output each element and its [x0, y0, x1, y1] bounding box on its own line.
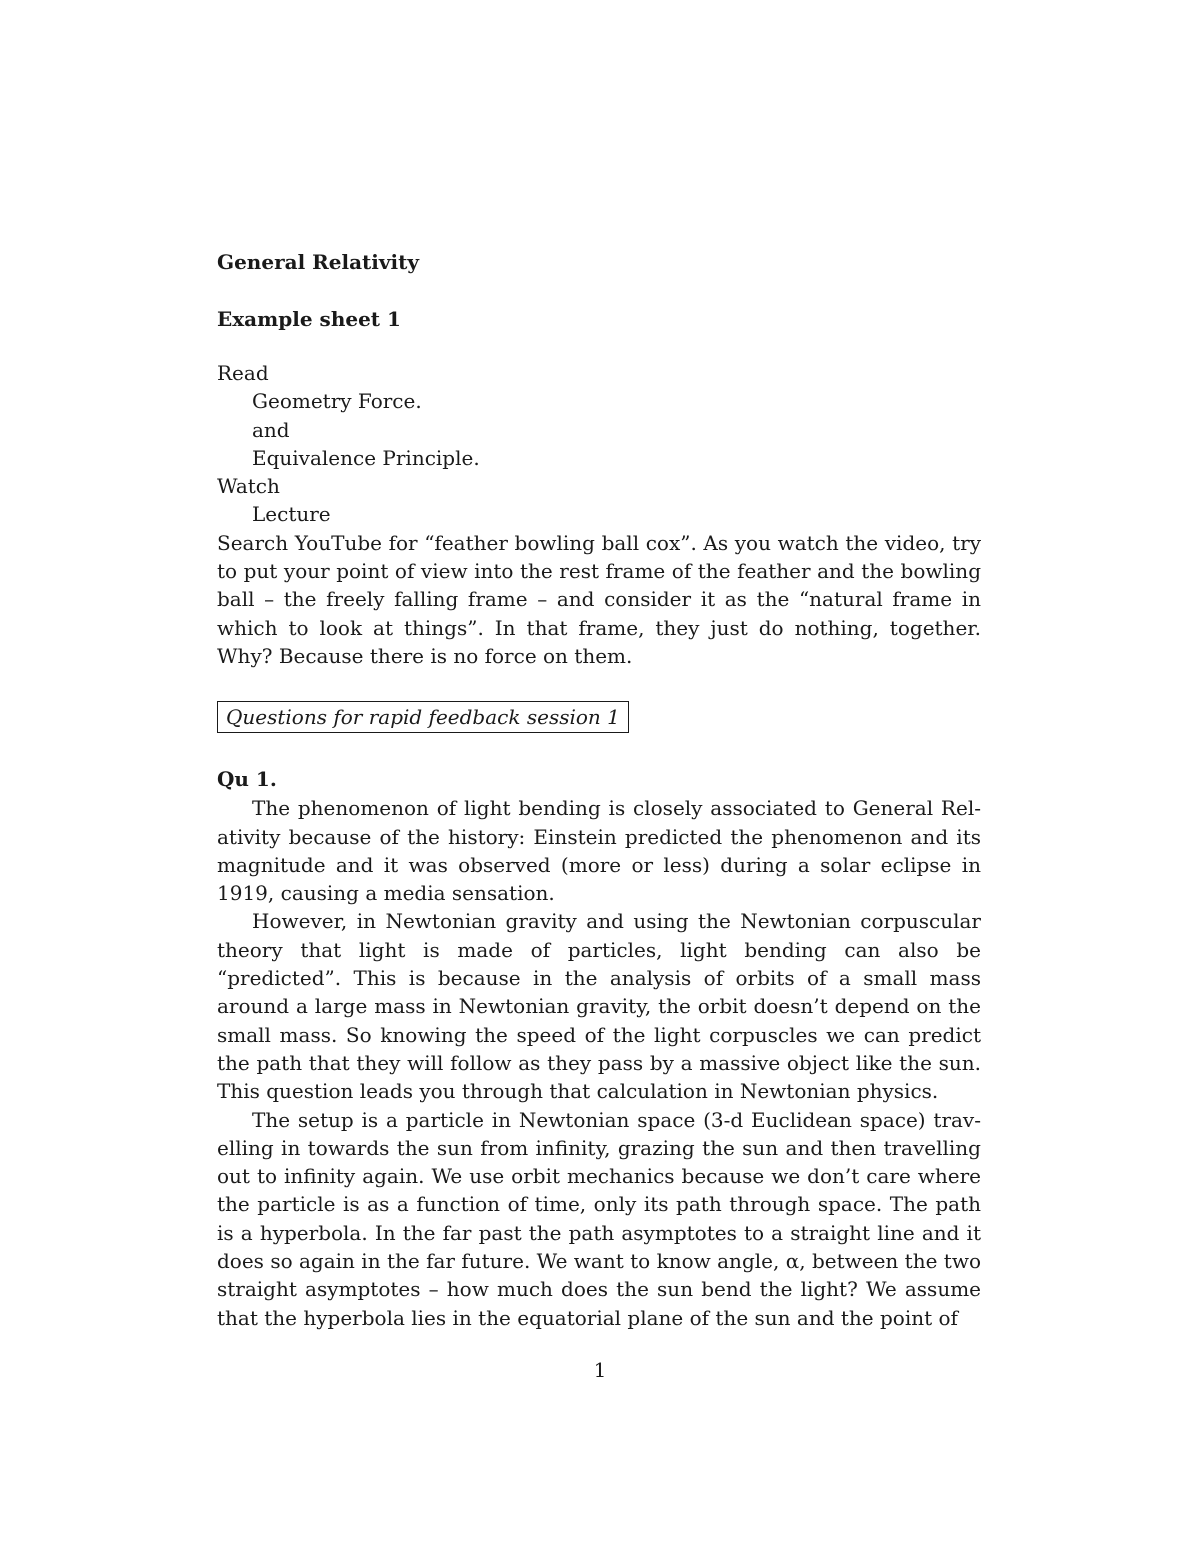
page-number: 1 — [593, 1358, 607, 1382]
document-page — [217, 246, 981, 1332]
read-item-geometry-force: Geometry Force. — [252, 389, 422, 414]
document-subtitle: Example sheet 1 — [217, 307, 401, 331]
watch-item-lecture: Lecture — [252, 502, 331, 527]
watch-label: Watch — [217, 474, 280, 499]
intro-paragraph: Search YouTube for “feather bowling ball cox”. As you watch the video, try to put your point of view into the rest frame of the feather and the bowling ball – the freely falling frame – and consider it as the “natural frame in which to look at things”. In that frame, they just do nothing, together. Why? Because there is no force on them. — [217, 530, 981, 668]
reading-list — [217, 359, 981, 529]
read-label: Read — [217, 361, 269, 385]
question-heading: Qu 1. — [217, 767, 277, 792]
rapid-feedback-box: Questions for rapid feedback session 1 — [217, 701, 629, 733]
read-and: and — [252, 417, 290, 442]
question-paragraph-2: However, in Newtonian gravity and using the Newtonian corpuscular theory that light is made of particles, light bending can also be “predicted”. This is because in the analysis of orbits of a small mass around a large mass in Newtonian gravity, the orbit doesn’t depend on the small mass. So knowing the speed of the light corpuscles we can predict the path that they will follow as they pass by a massive object like the sun. This question leads you through that calculation in Newtonian physics. — [217, 909, 981, 1104]
document-title: General Relativity — [217, 250, 419, 274]
question-paragraph-3: The setup is a particle in Newtonian space (3-d Euclidean space) travelling in towards the sun from infinity, grazing the sun and then travelling out to infinity again. We use orbit mechanics because we don’t care where the particle is as a function of time, only its path through space. The path is a hyperbola. In the far past the path asymptotes to a straight line and it does so again in the far future. We want to know angle, α, between the two straight asymptotes – how much does the sun bend the light? We assume that the hyperbola lies in the equatorial plane of the sun and the point of — [217, 1107, 981, 1330]
question-paragraph-1: The phenomenon of light bending is closely associated to General Relativity because of the history: Einstein predicted the phenomenon and its magnitude and it was observed (more or less) during a solar eclipse in 1919, causing a media sensation. — [217, 796, 981, 906]
read-item-equivalence-principle: Equivalence Principle. — [252, 445, 480, 470]
